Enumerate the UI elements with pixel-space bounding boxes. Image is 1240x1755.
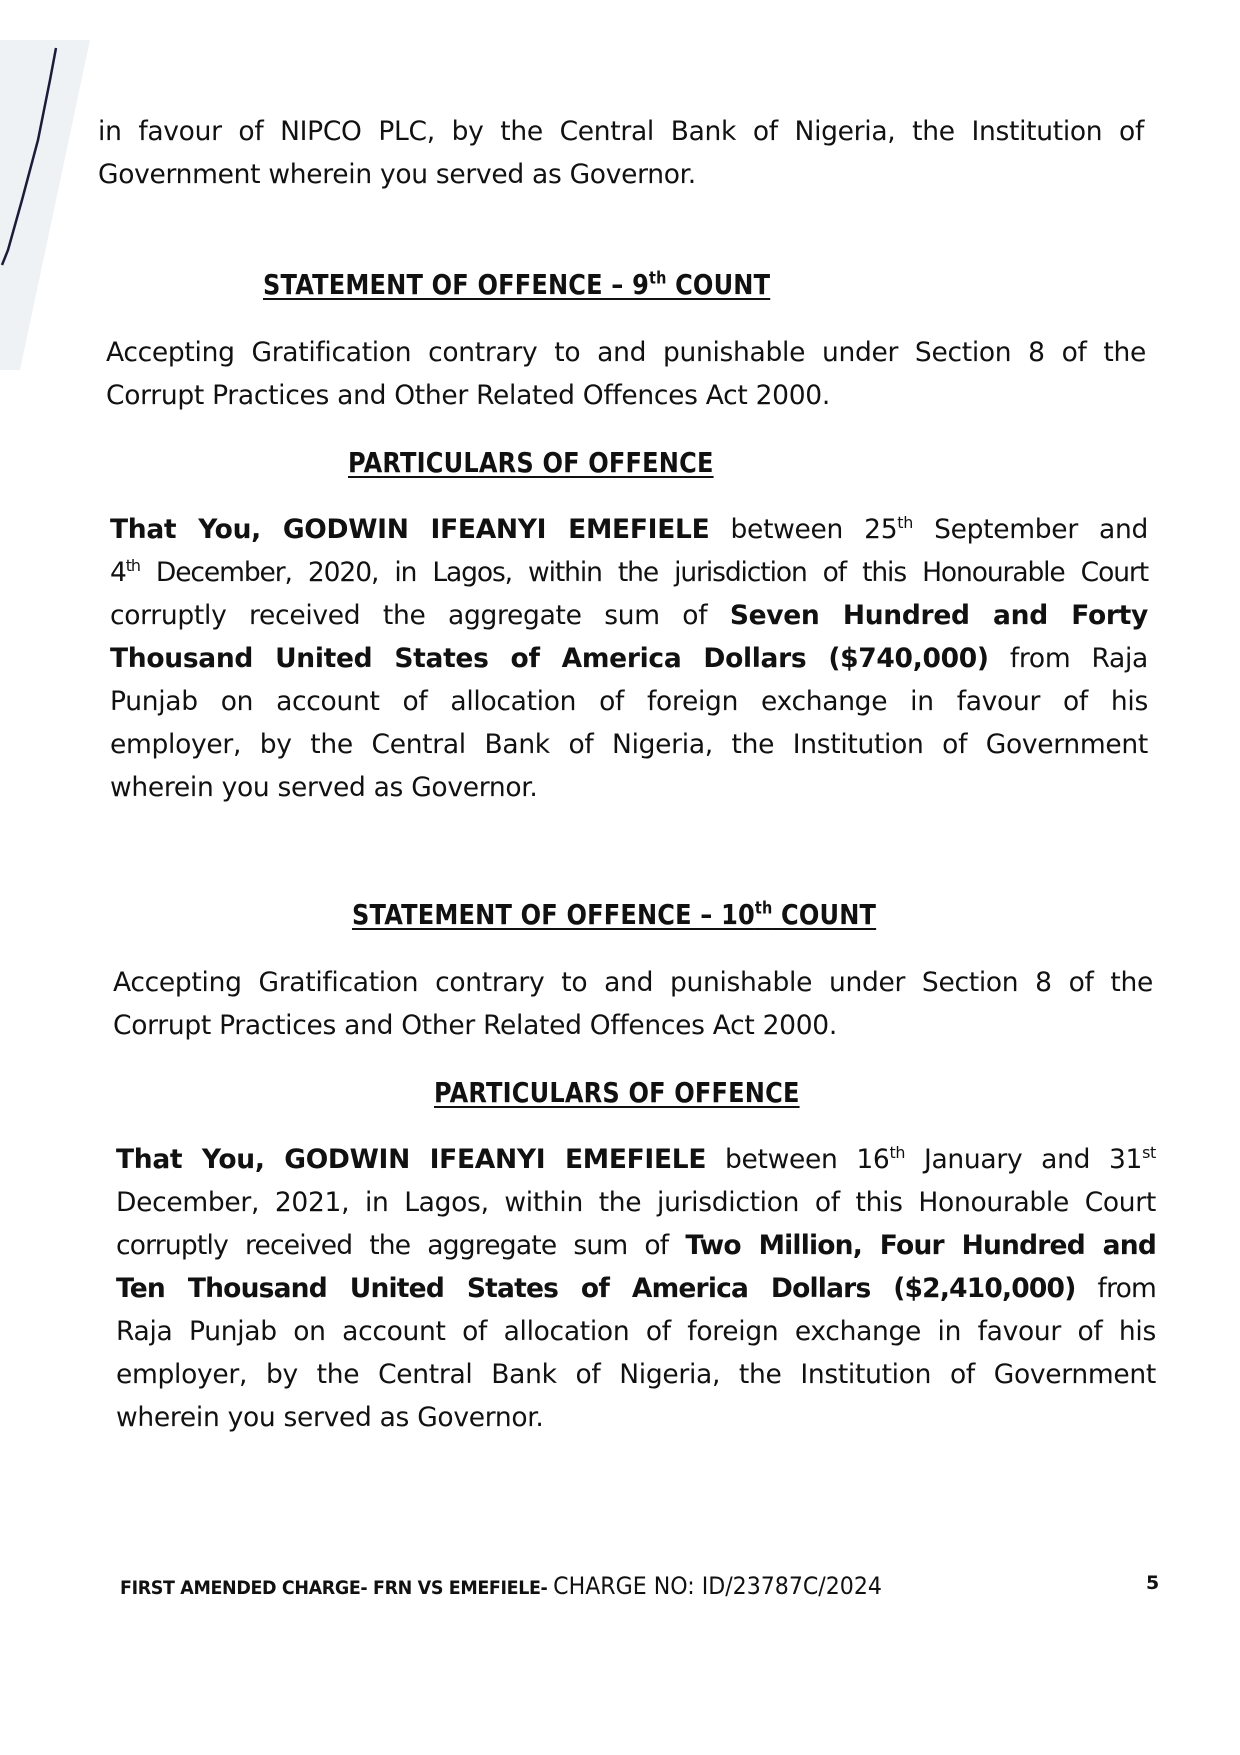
charge-number: CHARGE NO: ID/23787C/2024	[553, 1572, 882, 1600]
statement-heading-count-9: STATEMENT OF OFFENCE – 9th COUNT	[263, 267, 771, 301]
text-line: December, 2021, in Lagos, within the jurisdiction of this Honourable Court	[116, 1187, 1156, 1218]
text-line: Accepting Gratification contrary to and punishable under Section 8 of the	[113, 967, 1153, 998]
amount-words: Two Million, Four Hundred and	[685, 1230, 1156, 1261]
text-line: Accepting Gratification contrary to and punishable under Section 8 of the	[106, 337, 1146, 368]
text-line: employer, by the Central Bank of Nigeria, the Institution of Government	[116, 1359, 1156, 1390]
statement-text-count-10	[113, 961, 1153, 1047]
text-line: Ten Thousand United States of America Dollars ($2,410,000) from	[116, 1273, 1157, 1304]
amount-figure: Ten Thousand United States of America Dollars ($2,410,000)	[116, 1273, 1076, 1304]
statement-heading-count-10: STATEMENT OF OFFENCE – 10th COUNT	[352, 897, 877, 931]
amount-words: Seven Hundred and Forty	[729, 600, 1148, 631]
footer-charge-reference: FIRST AMENDED CHARGE- FRN VS EMEFIELE- CHARGE NO: ID/23787C/2024	[120, 1572, 882, 1600]
statement-text-count-9	[106, 331, 1146, 417]
text-line: corruptly received the aggregate sum of Seven Hundred and Forty	[110, 600, 1148, 631]
text-line: Punjab on account of allocation of foreign exchange in favour of his	[110, 686, 1148, 717]
amount-figure: Thousand United States of America Dollars ($740,000)	[110, 643, 989, 674]
text-line: wherein you served as Governor.	[110, 772, 538, 803]
text-line: 4th December, 2020, in Lagos, within the jurisdiction of this Honourable Court	[110, 556, 1148, 588]
text-line: Corrupt Practices and Other Related Offences Act 2000.	[106, 380, 830, 411]
accused-name: That You, GODWIN IFEANYI EMEFIELE	[116, 1144, 707, 1175]
text-line: corruptly received the aggregate sum of Two Million, Four Hundred and	[116, 1230, 1156, 1261]
text-line: That You, GODWIN IFEANYI EMEFIELE between 16th January and 31st	[116, 1143, 1156, 1175]
particulars-text-count-10	[116, 1138, 1156, 1439]
particulars-text-count-9	[110, 508, 1148, 809]
text-line: Thousand United States of America Dollars ($740,000) from Raja	[110, 643, 1148, 674]
text-line: employer, by the Central Bank of Nigeria, the Institution of Government	[110, 729, 1148, 760]
accused-name: That You, GODWIN IFEANYI EMEFIELE	[110, 514, 710, 545]
particulars-heading-count-9: PARTICULARS OF OFFENCE	[348, 446, 714, 479]
page-number: 5	[1146, 1572, 1160, 1594]
text-line: in favour of NIPCO PLC, by the Central Bank of Nigeria, the Institution of	[98, 116, 1144, 147]
particulars-heading-count-10: PARTICULARS OF OFFENCE	[434, 1076, 800, 1109]
text-line: Government wherein you served as Governor.	[98, 159, 696, 190]
intro-fragment-paragraph	[98, 110, 1144, 196]
text-line: wherein you served as Governor.	[116, 1402, 544, 1433]
text-line: Raja Punjab on account of allocation of foreign exchange in favour of his	[116, 1316, 1156, 1347]
text-line: That You, GODWIN IFEANYI EMEFIELE between 25th September and	[110, 513, 1148, 545]
text-line: Corrupt Practices and Other Related Offences Act 2000.	[113, 1010, 837, 1041]
